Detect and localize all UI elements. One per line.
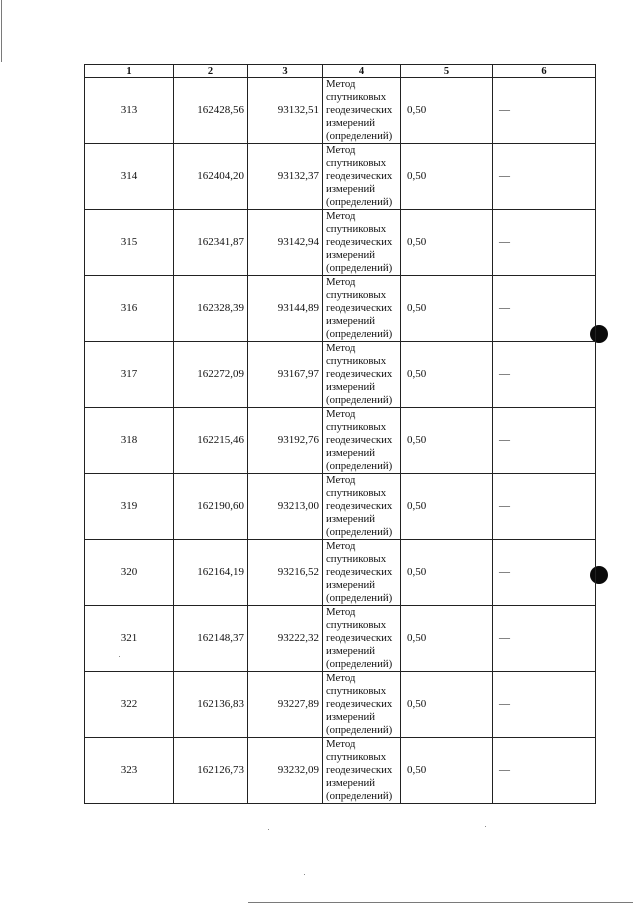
method-cell [323,276,401,342]
y-coordinate-cell: 93227,89 [248,672,323,738]
x-coordinate-cell: 162215,46 [174,408,248,474]
accuracy-cell: 0,50 [401,606,493,672]
method-line: измерений [326,117,376,129]
method-line: измерений [326,777,376,789]
method-line: измерений [326,183,376,195]
coordinates-table [84,64,596,804]
x-coordinate-cell: 162190,60 [174,474,248,540]
method-line: спутниковых [326,355,387,367]
method-line: геодезических [326,698,393,710]
table-row [85,540,596,606]
method-line: спутниковых [326,223,387,235]
method-line: геодезических [326,104,393,116]
column-header-3: 3 [248,65,323,78]
method-line: Метод [326,540,356,552]
description-cell: — [493,408,596,474]
table-row [85,144,596,210]
table-row [85,606,596,672]
table-row [85,474,596,540]
method-line: (определений) [326,460,393,472]
method-line: Метод [326,672,356,684]
y-coordinate-cell: 93132,51 [248,78,323,144]
header-row [85,65,596,78]
method-line: спутниковых [326,553,387,565]
x-coordinate-cell: 162164,19 [174,540,248,606]
point-number-cell: 315 [85,210,174,276]
method-line: Метод [326,144,356,156]
method-line: Метод [326,276,356,288]
method-line: измерений [326,579,376,591]
y-coordinate-cell: 93142,94 [248,210,323,276]
method-line: спутниковых [326,685,387,697]
table-body [85,78,596,804]
accuracy-cell: 0,50 [401,474,493,540]
table-row [85,342,596,408]
table-row [85,738,596,804]
method-cell [323,606,401,672]
accuracy-cell: 0,50 [401,738,493,804]
method-line: (определений) [326,724,393,736]
y-coordinate-cell: 93222,32 [248,606,323,672]
description-cell: — [493,606,596,672]
x-coordinate-cell: 162148,37 [174,606,248,672]
method-line: Метод [326,606,356,618]
method-line: (определений) [326,130,393,142]
accuracy-cell: 0,50 [401,342,493,408]
method-line: измерений [326,381,376,393]
accuracy-cell: 0,50 [401,144,493,210]
method-line: (определений) [326,328,393,340]
method-line: геодезических [326,500,393,512]
y-coordinate-cell: 93192,76 [248,408,323,474]
method-line: спутниковых [326,421,387,433]
accuracy-cell: 0,50 [401,276,493,342]
method-line: спутниковых [326,289,387,301]
method-cell [323,672,401,738]
method-cell [323,408,401,474]
scan-edge-bottom [248,902,633,903]
method-line: измерений [326,513,376,525]
method-line: (определений) [326,394,393,406]
method-line: Метод [326,408,356,420]
method-line: Метод [326,474,356,486]
method-line: геодезических [326,236,393,248]
method-cell [323,210,401,276]
y-coordinate-cell: 93216,52 [248,540,323,606]
method-line: спутниковых [326,157,387,169]
method-cell [323,738,401,804]
method-line: спутниковых [326,487,387,499]
point-number-cell: 314 [85,144,174,210]
x-coordinate-cell: 162328,39 [174,276,248,342]
method-line: геодезических [326,632,393,644]
x-coordinate-cell: 162272,09 [174,342,248,408]
description-cell: — [493,738,596,804]
point-number-cell: 317 [85,342,174,408]
method-line: спутниковых [326,619,387,631]
method-line: Метод [326,342,356,354]
method-line: Метод [326,78,356,90]
method-line: измерений [326,447,376,459]
accuracy-cell: 0,50 [401,210,493,276]
scan-speck [304,874,305,875]
point-number-cell: 319 [85,474,174,540]
method-line: измерений [326,249,376,261]
method-line: спутниковых [326,91,387,103]
method-line: (определений) [326,592,393,604]
point-number-cell: 322 [85,672,174,738]
method-line: Метод [326,738,356,750]
description-cell: — [493,78,596,144]
column-header-6: 6 [493,65,596,78]
point-number-cell: 313 [85,78,174,144]
y-coordinate-cell: 93167,97 [248,342,323,408]
method-line: геодезических [326,764,393,776]
accuracy-cell: 0,50 [401,540,493,606]
scan-speck [268,829,269,830]
method-line: (определений) [326,790,393,802]
method-line: геодезических [326,302,393,314]
method-line: (определений) [326,262,393,274]
method-line: геодезических [326,170,393,182]
method-line: Метод [326,210,356,222]
scan-speck [485,826,486,827]
description-cell: — [493,474,596,540]
x-coordinate-cell: 162126,73 [174,738,248,804]
method-line: (определений) [326,526,393,538]
y-coordinate-cell: 93213,00 [248,474,323,540]
y-coordinate-cell: 93144,89 [248,276,323,342]
table-row [85,408,596,474]
column-header-2: 2 [174,65,248,78]
method-cell [323,474,401,540]
point-number-cell: 318 [85,408,174,474]
table-row [85,210,596,276]
column-header-5: 5 [401,65,493,78]
method-line: геодезических [326,434,393,446]
point-number-cell: 321 [85,606,174,672]
accuracy-cell: 0,50 [401,408,493,474]
method-cell [323,342,401,408]
description-cell: — [493,342,596,408]
point-number-cell: 320 [85,540,174,606]
table-row [85,672,596,738]
method-line: (определений) [326,658,393,670]
method-line: измерений [326,711,376,723]
y-coordinate-cell: 93232,09 [248,738,323,804]
method-cell [323,78,401,144]
y-coordinate-cell: 93132,37 [248,144,323,210]
x-coordinate-cell: 162428,56 [174,78,248,144]
method-cell [323,540,401,606]
x-coordinate-cell: 162341,87 [174,210,248,276]
method-line: геодезических [326,566,393,578]
table-header [85,65,596,78]
description-cell: — [493,540,596,606]
accuracy-cell: 0,50 [401,78,493,144]
x-coordinate-cell: 162404,20 [174,144,248,210]
description-cell: — [493,672,596,738]
point-number-cell: 316 [85,276,174,342]
column-header-1: 1 [85,65,174,78]
table-row [85,276,596,342]
x-coordinate-cell: 162136,83 [174,672,248,738]
method-line: измерений [326,315,376,327]
accuracy-cell: 0,50 [401,672,493,738]
scan-edge-left [1,0,2,62]
point-number-cell: 323 [85,738,174,804]
method-line: спутниковых [326,751,387,763]
column-header-4: 4 [323,65,401,78]
method-line: (определений) [326,196,393,208]
method-cell [323,144,401,210]
description-cell: — [493,276,596,342]
description-cell: — [493,144,596,210]
description-cell: — [493,210,596,276]
method-line: геодезических [326,368,393,380]
table-row [85,78,596,144]
method-line: измерений [326,645,376,657]
